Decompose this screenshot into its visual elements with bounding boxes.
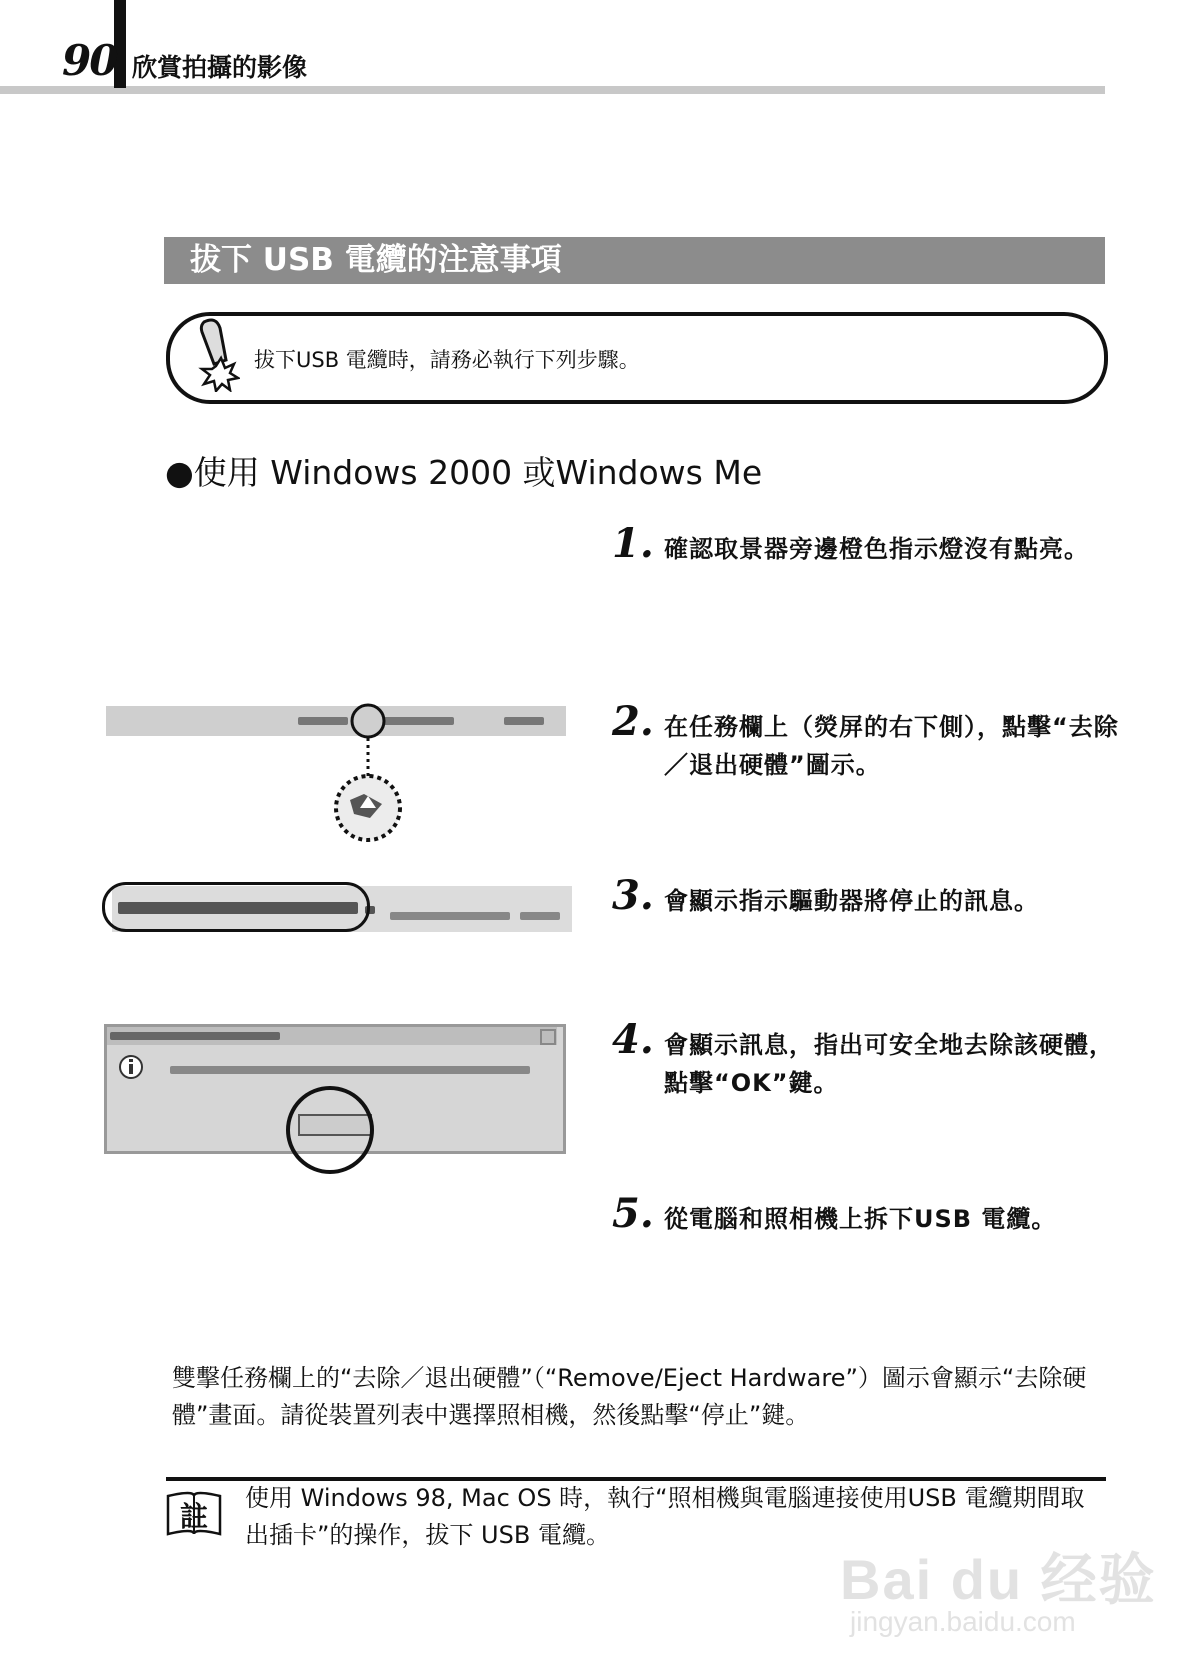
step-text: 會顯示訊息，指出可安全地去除該硬體，點擊“OK”鍵。 (664, 1031, 1114, 1097)
dialog-title-glyph (110, 1032, 280, 1040)
note-icon-label: 註 (179, 1500, 209, 1533)
step-number: 3. (612, 872, 654, 919)
highlight-circle (286, 1086, 374, 1174)
step-text: 會顯示指示驅動器將停止的訊息。 (664, 887, 1039, 915)
baidu-watermark: Bai du 经验 (840, 1548, 1157, 1611)
page-number: 90 (62, 36, 117, 85)
header-rule (0, 86, 1105, 94)
dialog-message-glyph (170, 1066, 530, 1074)
step-text: 在任務欄上（熒屏的右下側），點擊“去除／退出硬體”圖示。 (664, 713, 1119, 779)
info-icon (118, 1054, 144, 1080)
os-heading: ●使用 Windows 2000 或Windows Me (165, 453, 763, 492)
highlight-oval (102, 882, 370, 932)
chapter-title: 欣賞拍攝的影像 (132, 53, 308, 82)
tip-text: 拔下USB 電纜時，請務必執行下列步驟。 (254, 348, 640, 372)
tray-icons (390, 912, 510, 920)
step-number: 1. (612, 520, 654, 567)
stop-message-screenshot (100, 882, 580, 938)
step-number: 4. (612, 1016, 654, 1063)
section-title: 拔下 USB 電纜的注意事項 (190, 242, 562, 278)
note-text: 使用 Windows 98, Mac OS 時，執行“照相機與電腦連接使用USB 電纜期間取出插卡”的操作，拔下 USB 電纜。 (245, 1484, 1085, 1549)
taskbar-screenshot (106, 700, 566, 850)
step-number: 2. (612, 698, 654, 745)
explanation-paragraph: 雙擊任務欄上的“去除／退出硬體”（“Remove/Eject Hardware”）圖示會顯示“去除硬體”畫面。請從裝置列表中選擇照相機，然後點擊“停止”鍵。 (172, 1364, 1087, 1429)
step-number: 5. (612, 1190, 654, 1237)
note-book-icon (166, 1490, 222, 1538)
step-text: 確認取景器旁邊橙色指示燈沒有點亮。 (664, 535, 1089, 563)
lightbulb-icon (190, 318, 240, 392)
safe-removal-dialog-screenshot (104, 1020, 564, 1170)
baidu-watermark-url: jingyan.baidu.com (850, 1606, 1076, 1637)
clock-glyph (520, 912, 560, 920)
close-icon (540, 1029, 556, 1045)
step-text: 從電腦和照相機上拆下USB 電纜。 (664, 1205, 1057, 1233)
eject-callout (106, 700, 566, 850)
